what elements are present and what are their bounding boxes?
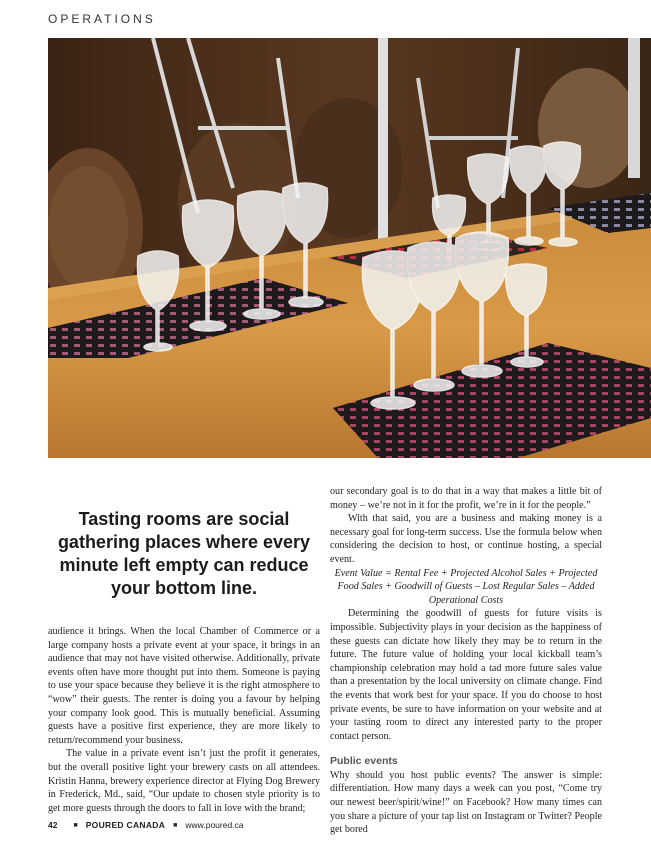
- section-label: OPERATIONS: [48, 12, 156, 26]
- event-value-formula: Event Value = Rental Fee + Projected Alcohol Sales + Projected Food Sales + Goodwill of Guests – Lost Regular Sales – Added Operational Costs: [334, 567, 598, 606]
- page-number: 42: [48, 820, 58, 830]
- publication-url: www.poured.ca: [185, 820, 244, 830]
- paragraph: Determining the goodwill of guests for future visits is impossible. Subjectivity plays in your decision as the happiness of these guests can dictate how likely they may be to return in the future. The future value of holding your local kickball team’s championship celebration may hold a tad more future sales value than a presentation by the local university on climate change. Find the events that work best for your space. If you do choose to host private events, be sure to have information on your website and at your tasting room to direct any interested party to the proper contact person.: [330, 608, 602, 742]
- right-column: [330, 485, 602, 837]
- paragraph: With that said, you are a business and making money is a necessary goal for long-term success. Use the formula below when considering the decision to host, or continue hosting, a special event.: [330, 513, 602, 565]
- publication-name: POURED CANADA: [85, 820, 166, 830]
- paragraph: our secondary goal is to do that in a way that makes a little bit of money – we’re not in it for the profit, we’re in it for the people.”: [330, 486, 602, 511]
- page-footer: [48, 820, 244, 830]
- paragraph: The value in a private event isn’t just the profit it generates, but the overall positive light your brewery casts on all attendees. Kristin Hanna, brewery experience director at Flying Dog Brewery in Frederick, Md., said, “Our update to chosen style priority is to get more guests through the doors to fall in love with the brand;: [48, 748, 320, 814]
- paragraph: Why should you host public events? The answer is simple: differentiation. How many days a week can you post, “Come try our newest beer/spirit/wine!” on Facebook? How many times can you share a picture of your tap list on Instagram or Twitter? People get bored: [330, 769, 602, 836]
- subheading-public-events: Public events: [330, 755, 398, 768]
- paragraph: audience it brings. When the local Chamber of Commerce or a large company hosts a private event at your space, it brings in an audience that may not have visited otherwise. Additionally, private events often have more thought put into them. Someone is paying to use your space because they believe it is the right atmosphere to “wow” their guests. The renter is doing you a favour by helping your company look good. This is mutually beneficial. Assuming guests have a positive first experience, they are more likely to return/recommend your business.: [48, 626, 320, 746]
- separator-icon: ■: [73, 822, 78, 829]
- tasting-room-photo: [48, 38, 651, 458]
- left-column: [48, 625, 320, 815]
- separator-icon: ■: [173, 822, 178, 829]
- pull-quote: Tasting rooms are social gathering places where every minute left empty can reduce your bottom line.: [57, 509, 311, 598]
